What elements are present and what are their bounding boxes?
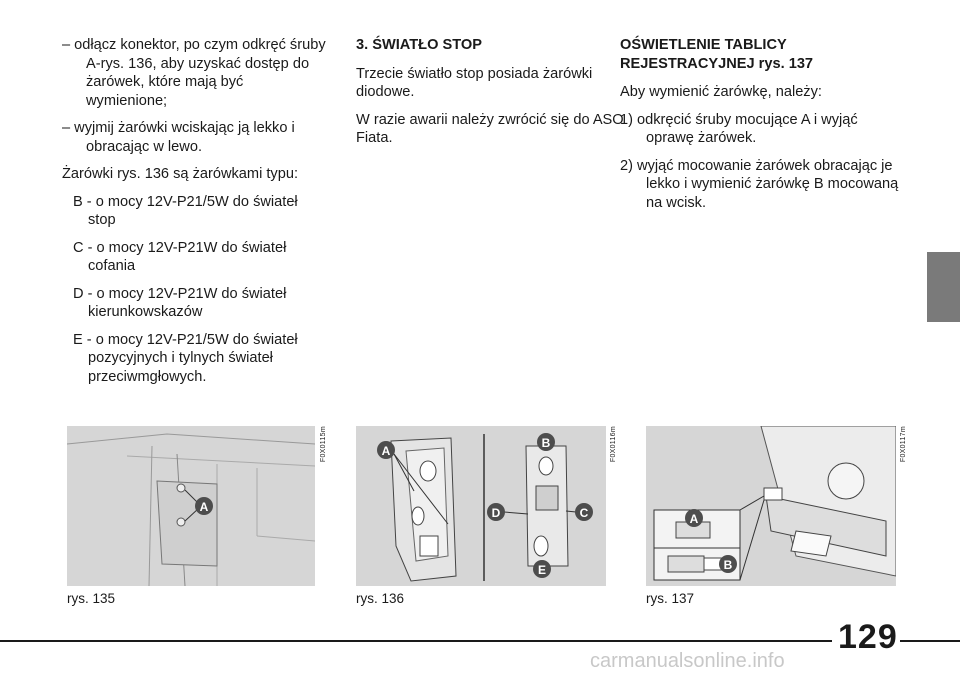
footer-rule-right	[900, 640, 960, 642]
tail-lamp-illustration	[356, 426, 606, 586]
text-column-2	[356, 36, 626, 157]
section-tab	[927, 252, 960, 322]
label-a: A	[199, 500, 209, 514]
instruction-dash-2: – wyjmij żarówki wciskając ją lekko i obracając w lewo.	[62, 120, 295, 155]
figure-code-135: F0X0115m	[320, 426, 327, 463]
figure-rys-137	[646, 426, 896, 586]
figure-code-137: F0X0117m	[900, 426, 907, 463]
caption-rys-135: rys. 135	[67, 591, 116, 606]
bulb-types-intro: Żarówki rys. 136 są żarówkami typu:	[62, 166, 299, 182]
figure-rys-136	[356, 426, 606, 586]
stop-light-p1: Trzecie światło stop posiada żarówki diodowe.	[356, 65, 593, 100]
label-b: B	[723, 558, 733, 572]
watermark: carmanualsonline.info	[590, 650, 785, 672]
bulb-d: D - o mocy 12V-P21W do świateł kierunkowskazów	[73, 285, 287, 320]
section-heading-plate-light: OŚWIETLENIE TABLICY REJESTRACYJNEJ rys. 137	[620, 37, 814, 72]
label-b: B	[541, 436, 551, 450]
figure-rys-135	[67, 426, 315, 586]
section-heading-stop-light: 3. ŚWIATŁO STOP	[356, 37, 482, 53]
label-a: A	[381, 444, 391, 458]
trunk-panel-illustration	[67, 426, 315, 586]
label-e: E	[537, 563, 547, 577]
figure-code-136: F0X0116m	[610, 426, 617, 463]
plate-light-illustration	[646, 426, 896, 586]
caption-rys-137: rys. 137	[646, 591, 695, 606]
bulb-b: B - o mocy 12V-P21/5W do świateł stop	[73, 193, 298, 228]
stop-light-p2: W razie awarii należy zwrócić się do ASO Fiata.	[356, 111, 624, 146]
page-number: 129	[838, 618, 898, 656]
instruction-dash-1: – odłącz konektor, po czym odkręć śruby A-rys. 136, aby uzyskać dostęp do żarówek, które mają być wymienione;	[62, 37, 326, 109]
plate-light-intro: Aby wymienić żarówkę, należy:	[620, 84, 822, 100]
label-d: D	[491, 506, 501, 520]
bulb-e: E - o mocy 12V-P21/5W do świateł pozycyjnych i tylnych świateł przeciwmgłowych.	[73, 331, 298, 385]
label-c: C	[579, 506, 589, 520]
text-column-3	[620, 36, 900, 221]
label-a: A	[689, 512, 699, 526]
caption-rys-136: rys. 136	[356, 591, 405, 606]
footer-rule	[0, 640, 832, 642]
plate-light-step-2: 2) wyjąć mocowanie żarówek obracając je lekko i wymienić żarówkę B mocowaną na wcisk.	[620, 157, 899, 211]
plate-light-step-1: 1) odkręcić śruby mocujące A i wyjąć oprawę żarówek.	[620, 111, 858, 146]
text-column-1	[62, 36, 327, 395]
bulb-c: C - o mocy 12V-P21W do świateł cofania	[73, 239, 287, 274]
